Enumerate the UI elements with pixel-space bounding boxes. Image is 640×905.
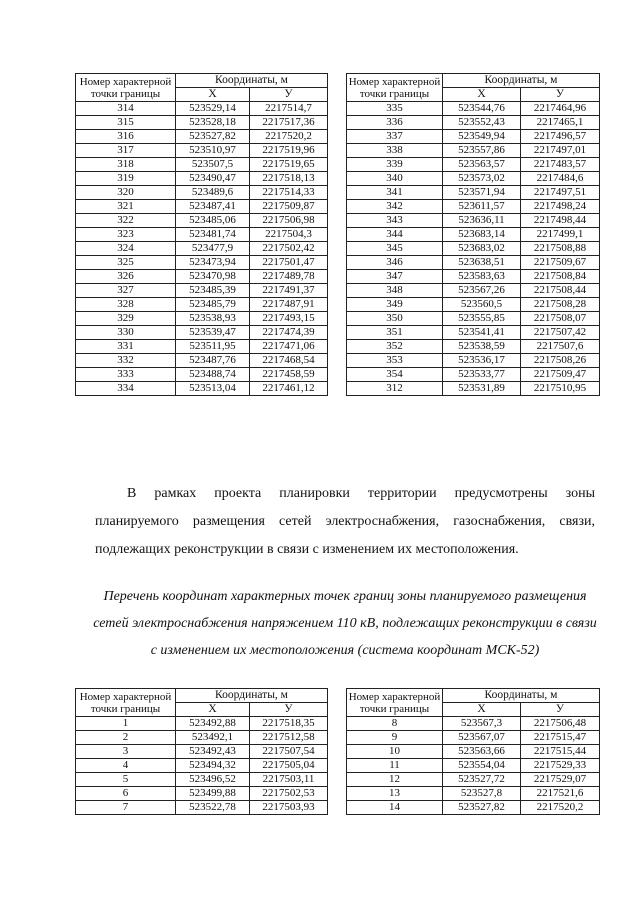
table-row (76, 298, 328, 312)
cell-x: 523567,07 (443, 731, 521, 745)
cell-x: 523683,14 (443, 228, 521, 242)
table-row (347, 368, 600, 382)
table-row (347, 759, 600, 773)
cell-point-number: 352 (347, 340, 443, 354)
table-row (76, 801, 328, 815)
cell-x: 523470,98 (176, 270, 250, 284)
cell-point-number: 333 (76, 368, 176, 382)
cell-point-number: 14 (347, 801, 443, 815)
table-row (76, 172, 328, 186)
cell-point-number: 1 (76, 717, 176, 731)
cell-y: 2217508,88 (521, 242, 600, 256)
cell-point-number: 317 (76, 144, 176, 158)
cell-point-number: 342 (347, 200, 443, 214)
coords-table-1 (75, 73, 328, 396)
cell-y: 2217518,35 (250, 717, 328, 731)
cell-y: 2217517,36 (250, 116, 328, 130)
cell-point-number: 314 (76, 102, 176, 116)
cell-y: 2217507,54 (250, 745, 328, 759)
cell-y: 2217471,06 (250, 340, 328, 354)
table-row (347, 116, 600, 130)
cell-point-number: 326 (76, 270, 176, 284)
table-row (76, 186, 328, 200)
coords-table-3 (75, 688, 328, 815)
cell-y: 2217509,87 (250, 200, 328, 214)
cell-point-number: 343 (347, 214, 443, 228)
cell-y: 2217514,7 (250, 102, 328, 116)
cell-y: 2217498,44 (521, 214, 600, 228)
cell-x: 523485,06 (176, 214, 250, 228)
table-row (76, 382, 328, 396)
table-row (347, 326, 600, 340)
cell-x: 523487,41 (176, 200, 250, 214)
cell-x: 523557,86 (443, 144, 521, 158)
table-row (347, 298, 600, 312)
table-row (76, 144, 328, 158)
cell-y: 2217514,33 (250, 186, 328, 200)
table-row (76, 354, 328, 368)
cell-point-number: 321 (76, 200, 176, 214)
cell-x: 523571,94 (443, 186, 521, 200)
cell-y: 2217464,96 (521, 102, 600, 116)
cell-point-number: 6 (76, 787, 176, 801)
cell-y: 2217508,44 (521, 284, 600, 298)
header-coordinates: Координаты, м (443, 689, 600, 703)
table-row (76, 745, 328, 759)
cell-point-number: 330 (76, 326, 176, 340)
table-row (347, 787, 600, 801)
cell-point-number: 7 (76, 801, 176, 815)
table-row (76, 284, 328, 298)
cell-x: 523527,8 (443, 787, 521, 801)
table-row (76, 158, 328, 172)
cell-x: 523528,18 (176, 116, 250, 130)
table-row (347, 354, 600, 368)
cell-x: 523488,74 (176, 368, 250, 382)
cell-x: 523560,5 (443, 298, 521, 312)
cell-point-number: 345 (347, 242, 443, 256)
cell-x: 523490,47 (176, 172, 250, 186)
table-row (347, 340, 600, 354)
cell-x: 523544,76 (443, 102, 521, 116)
table-row (76, 368, 328, 382)
cell-y: 2217518,13 (250, 172, 328, 186)
cell-y: 2217507,6 (521, 340, 600, 354)
cell-point-number: 332 (76, 354, 176, 368)
cell-point-number: 319 (76, 172, 176, 186)
cell-y: 2217499,1 (521, 228, 600, 242)
cell-point-number: 312 (347, 382, 443, 396)
table-row (76, 116, 328, 130)
cell-x: 523554,04 (443, 759, 521, 773)
cell-x: 523567,3 (443, 717, 521, 731)
cell-y: 2217520,2 (521, 801, 600, 815)
header-coordinates: Координаты, м (176, 74, 328, 88)
table-row (347, 144, 600, 158)
coords-table-2 (346, 73, 600, 396)
cell-point-number: 337 (347, 130, 443, 144)
header-x: X (176, 88, 250, 102)
cell-point-number: 350 (347, 312, 443, 326)
table-row (76, 228, 328, 242)
cell-x: 523538,93 (176, 312, 250, 326)
cell-y: 2217502,53 (250, 787, 328, 801)
cell-point-number: 340 (347, 172, 443, 186)
cell-x: 523573,02 (443, 172, 521, 186)
cell-point-number: 320 (76, 186, 176, 200)
cell-y: 2217503,11 (250, 773, 328, 787)
cell-point-number: 324 (76, 242, 176, 256)
cell-point-number: 353 (347, 354, 443, 368)
cell-point-number: 346 (347, 256, 443, 270)
cell-x: 523511,95 (176, 340, 250, 354)
cell-point-number: 335 (347, 102, 443, 116)
cell-point-number: 334 (76, 382, 176, 396)
header-point-number: Номер характерной точки границы (76, 689, 176, 717)
cell-y: 2217497,51 (521, 186, 600, 200)
cell-x: 523539,47 (176, 326, 250, 340)
cell-y: 2217491,37 (250, 284, 328, 298)
cell-y: 2217504,3 (250, 228, 328, 242)
cell-x: 523487,76 (176, 354, 250, 368)
cell-y: 2217461,12 (250, 382, 328, 396)
table-row (76, 787, 328, 801)
cell-y: 2217489,78 (250, 270, 328, 284)
table-row (76, 759, 328, 773)
table-row (347, 745, 600, 759)
cell-y: 2217515,47 (521, 731, 600, 745)
cell-point-number: 331 (76, 340, 176, 354)
table-row (76, 731, 328, 745)
cell-x: 523522,78 (176, 801, 250, 815)
table-row (76, 717, 328, 731)
cell-y: 2217498,24 (521, 200, 600, 214)
cell-point-number: 339 (347, 158, 443, 172)
header-x: X (443, 88, 521, 102)
cell-x: 523541,41 (443, 326, 521, 340)
header-coordinates: Координаты, м (176, 689, 328, 703)
cell-y: 2217506,98 (250, 214, 328, 228)
cell-x: 523485,79 (176, 298, 250, 312)
cell-point-number: 328 (76, 298, 176, 312)
table-row (347, 773, 600, 787)
cell-point-number: 349 (347, 298, 443, 312)
cell-x: 523496,52 (176, 773, 250, 787)
cell-y: 2217510,95 (521, 382, 600, 396)
cell-x: 523567,26 (443, 284, 521, 298)
cell-y: 2217519,96 (250, 144, 328, 158)
table-row (76, 270, 328, 284)
header-point-number: Номер характерной точки границы (347, 689, 443, 717)
table-row (76, 242, 328, 256)
table-row (76, 773, 328, 787)
cell-x: 523563,57 (443, 158, 521, 172)
cell-point-number: 9 (347, 731, 443, 745)
table-row (347, 731, 600, 745)
cell-point-number: 348 (347, 284, 443, 298)
cell-point-number: 13 (347, 787, 443, 801)
cell-y: 2217501,47 (250, 256, 328, 270)
cell-y: 2217508,28 (521, 298, 600, 312)
header-x: X (176, 703, 250, 717)
cell-y: 2217512,58 (250, 731, 328, 745)
cell-y: 2217497,01 (521, 144, 600, 158)
cell-y: 2217506,48 (521, 717, 600, 731)
cell-point-number: 316 (76, 130, 176, 144)
cell-point-number: 2 (76, 731, 176, 745)
cell-y: 2217508,84 (521, 270, 600, 284)
cell-x: 523473,94 (176, 256, 250, 270)
cell-x: 523494,32 (176, 759, 250, 773)
cell-y: 2217520,2 (250, 130, 328, 144)
cell-x: 523555,85 (443, 312, 521, 326)
cell-x: 523538,59 (443, 340, 521, 354)
header-y: У (250, 703, 328, 717)
table-row (76, 200, 328, 214)
cell-point-number: 341 (347, 186, 443, 200)
cell-x: 523533,77 (443, 368, 521, 382)
cell-point-number: 3 (76, 745, 176, 759)
cell-x: 523552,43 (443, 116, 521, 130)
cell-point-number: 327 (76, 284, 176, 298)
cell-y: 2217502,42 (250, 242, 328, 256)
cell-y: 2217487,91 (250, 298, 328, 312)
table-row (76, 130, 328, 144)
cell-y: 2217458,59 (250, 368, 328, 382)
cell-y: 2217505,04 (250, 759, 328, 773)
cell-x: 523536,17 (443, 354, 521, 368)
cell-point-number: 323 (76, 228, 176, 242)
table-row (347, 186, 600, 200)
cell-point-number: 4 (76, 759, 176, 773)
cell-y: 2217521,6 (521, 787, 600, 801)
table-row (76, 102, 328, 116)
cell-x: 523492,88 (176, 717, 250, 731)
cell-x: 523583,63 (443, 270, 521, 284)
cell-point-number: 351 (347, 326, 443, 340)
cell-y: 2217496,57 (521, 130, 600, 144)
cell-x: 523527,82 (176, 130, 250, 144)
cell-point-number: 12 (347, 773, 443, 787)
table-row (347, 717, 600, 731)
table-row (347, 158, 600, 172)
header-point-number: Номер характерной точки границы (347, 74, 443, 102)
cell-point-number: 5 (76, 773, 176, 787)
header-y: У (521, 703, 600, 717)
table-row (347, 270, 600, 284)
cell-x: 523489,6 (176, 186, 250, 200)
table-row (347, 242, 600, 256)
cell-point-number: 11 (347, 759, 443, 773)
table-row (347, 102, 600, 116)
header-point-number: Номер характерной точки границы (76, 74, 176, 102)
cell-y: 2217484,6 (521, 172, 600, 186)
cell-point-number: 8 (347, 717, 443, 731)
cell-y: 2217515,44 (521, 745, 600, 759)
table-row (76, 312, 328, 326)
cell-x: 523513,04 (176, 382, 250, 396)
cell-y: 2217529,07 (521, 773, 600, 787)
table-row (347, 801, 600, 815)
table-row (347, 256, 600, 270)
table-row (76, 326, 328, 340)
table-caption: Перечень координат характерных точек границ зоны планируемого размещения сетей электроснабжения напряжением 110 кВ, подлежащих реконструкции в связи с изменением их местоположения (система координат МСК-52) (93, 589, 597, 658)
cell-x: 523481,74 (176, 228, 250, 242)
cell-y: 2217468,54 (250, 354, 328, 368)
cell-x: 523529,14 (176, 102, 250, 116)
table-row (347, 312, 600, 326)
table-row (347, 214, 600, 228)
cell-x: 523527,82 (443, 801, 521, 815)
cell-x: 523499,88 (176, 787, 250, 801)
paragraph-text: В рамках проекта планировки территории предусмотрены зоны планируемого размещения сетей электроснабжения, газоснабжения, связи, подлежащих реконструкции в связи с изменением их местоположения. (95, 486, 595, 557)
cell-y: 2217509,67 (521, 256, 600, 270)
header-x: X (443, 703, 521, 717)
table-row (347, 284, 600, 298)
header-y: У (250, 88, 328, 102)
cell-point-number: 338 (347, 144, 443, 158)
table-row (347, 172, 600, 186)
coords-table-4 (346, 688, 600, 815)
cell-point-number: 322 (76, 214, 176, 228)
cell-x: 523549,94 (443, 130, 521, 144)
body-paragraph (95, 480, 595, 564)
cell-x: 523477,9 (176, 242, 250, 256)
cell-point-number: 315 (76, 116, 176, 130)
table-row (347, 200, 600, 214)
cell-y: 2217493,15 (250, 312, 328, 326)
cell-y: 2217483,57 (521, 158, 600, 172)
cell-y: 2217508,07 (521, 312, 600, 326)
cell-x: 523510,97 (176, 144, 250, 158)
cell-x: 523492,1 (176, 731, 250, 745)
cell-point-number: 354 (347, 368, 443, 382)
cell-x: 523531,89 (443, 382, 521, 396)
cell-y: 2217503,93 (250, 801, 328, 815)
table-row (347, 382, 600, 396)
cell-x: 523492,43 (176, 745, 250, 759)
cell-x: 523527,72 (443, 773, 521, 787)
cell-point-number: 10 (347, 745, 443, 759)
cell-y: 2217508,26 (521, 354, 600, 368)
cell-point-number: 318 (76, 158, 176, 172)
cell-point-number: 347 (347, 270, 443, 284)
cell-y: 2217529,33 (521, 759, 600, 773)
header-coordinates: Координаты, м (443, 74, 600, 88)
cell-x: 523563,66 (443, 745, 521, 759)
cell-x: 523638,51 (443, 256, 521, 270)
table-row (76, 214, 328, 228)
cell-point-number: 344 (347, 228, 443, 242)
cell-x: 523683,02 (443, 242, 521, 256)
table-row (347, 130, 600, 144)
cell-y: 2217519,65 (250, 158, 328, 172)
cell-x: 523636,11 (443, 214, 521, 228)
table-row (347, 228, 600, 242)
cell-y: 2217507,42 (521, 326, 600, 340)
cell-y: 2217509,47 (521, 368, 600, 382)
cell-point-number: 336 (347, 116, 443, 130)
cell-y: 2217474,39 (250, 326, 328, 340)
table-row (76, 340, 328, 354)
table-row (76, 256, 328, 270)
cell-point-number: 329 (76, 312, 176, 326)
header-y: У (521, 88, 600, 102)
cell-y: 2217465,1 (521, 116, 600, 130)
cell-point-number: 325 (76, 256, 176, 270)
cell-x: 523611,57 (443, 200, 521, 214)
cell-x: 523485,39 (176, 284, 250, 298)
cell-x: 523507,5 (176, 158, 250, 172)
